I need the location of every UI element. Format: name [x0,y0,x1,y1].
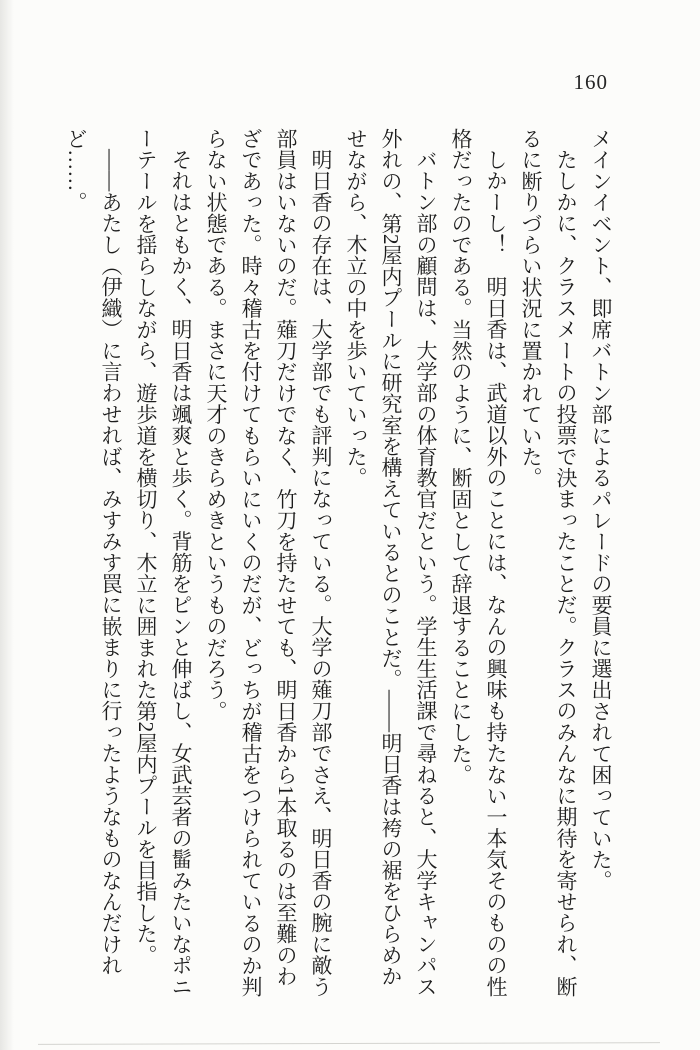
paragraph: 明日香の存在は、大学部でも評判になっている。大学の薙刀部でさえ、明日香の腕に敵う部員はいないのだ。薙刀だけでなく、竹刀を持たせても、明日香から1本取るのは至難のわざであった。時々稽古を付けてもらいにいくのだが、どっちが稽古をつけられているのか判らない状態である。まさに天才のきらめきというものだろう。 [204,128,333,998]
paragraph: たしかに、クラスメートの投票で決まったことだ。クラスのみんなに期待を寄せられ、断るに断りづらい状況に置かれていた。 [519,128,578,997]
scan-artifact-line [38,1042,660,1045]
paragraph: バトン部の顧問は、大学部の体育教官だという。学生生活課で尋ねると、大学キャンパス外れの、第2屋内プールに研究室を構えているとのことだ。――明日香は袴の裾をひらめかせながら、木立の中を歩いていった。 [344,128,438,997]
text-block [58,128,618,1000]
paragraph: それはともかく、明日香は颯爽と歩く。背筋をピンと伸ばし、女武芸者の髷みたいなポニーテールを揺らしながら、遊歩道を横切り、木立に囲まれた第2屋内プールを目指した。 [134,128,193,997]
paragraph: しかーし！ 明日香は、武道以外のことには、なんの興味も持たない一本気そのものの性格だったのである。当然のように、断固として辞退することにした。 [449,128,508,997]
paragraph: ――あたし（伊織）に言わせれば、みすみす罠に嵌まりに行ったようなものなんだけれど……。 [64,128,123,976]
page-edge-shading [0,0,14,1050]
paragraph: メインイベント、即席バトン部によるパレードの要員に選出されて困っていた。 [589,128,613,892]
page-number: 160 [573,70,608,94]
